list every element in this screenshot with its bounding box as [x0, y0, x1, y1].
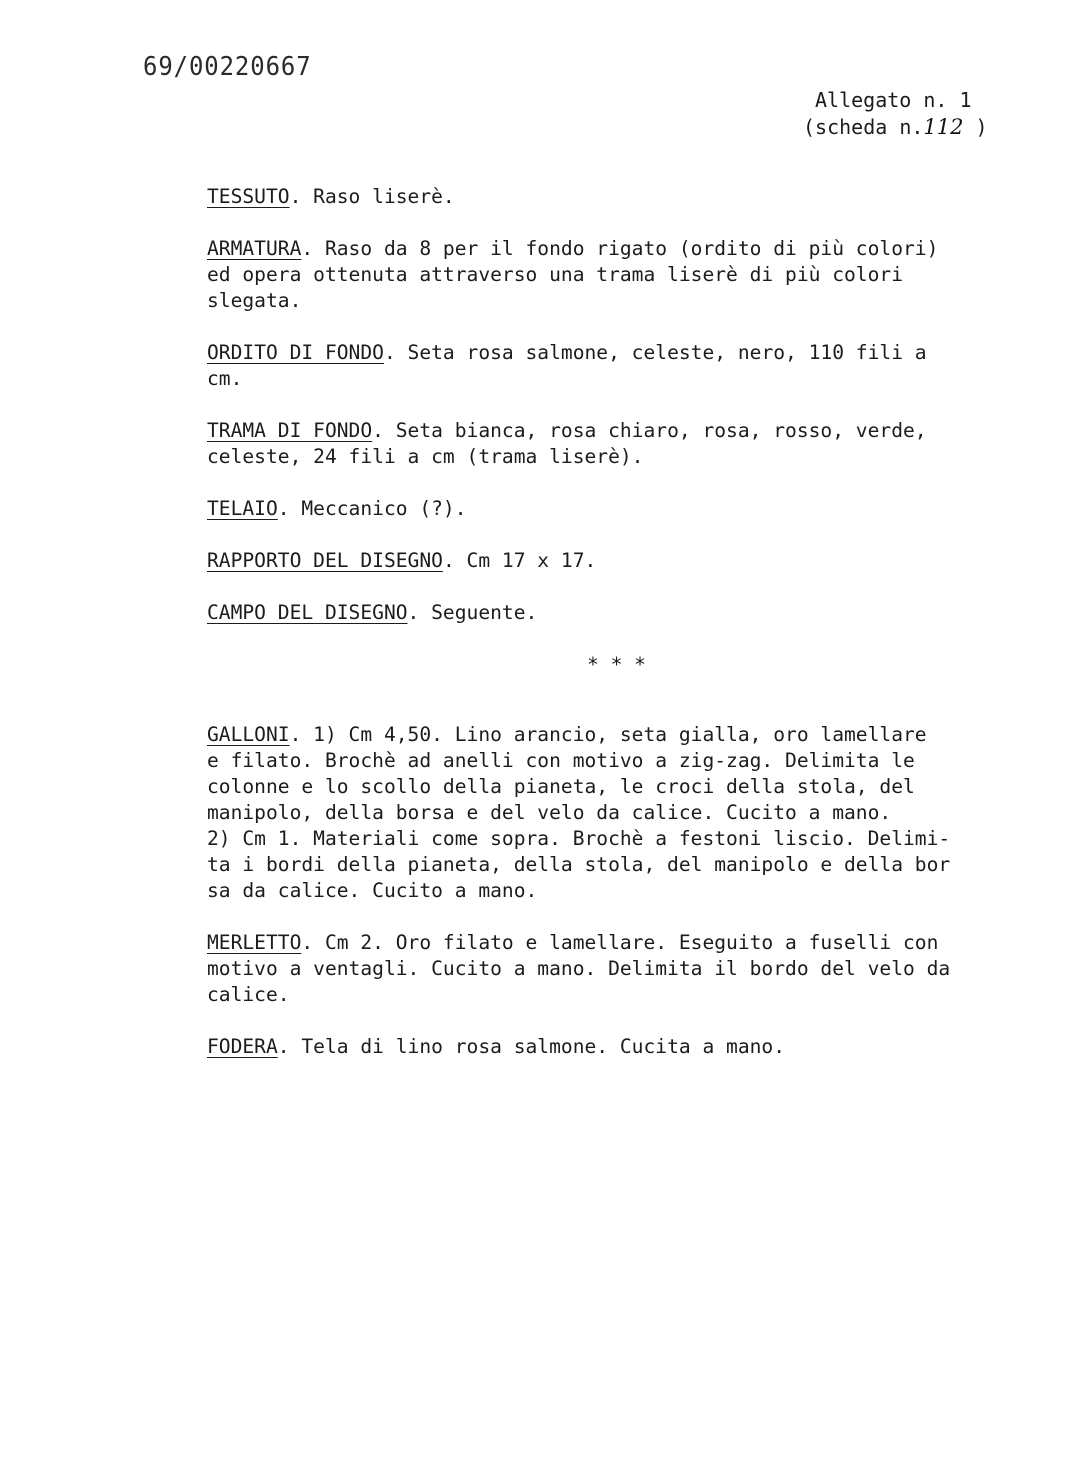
- section-separator: * * *: [587, 653, 646, 676]
- section-line: . Seta bianca, rosa chiaro, rosa, rosso, verde,: [372, 419, 927, 442]
- section-heading: TRAMA DI FONDO: [207, 419, 373, 442]
- section-armatura: [207, 236, 1007, 314]
- section-campo-del-disegno: [207, 600, 1007, 626]
- section-line: . Cm 2. Oro filato e lamellare. Eseguito a fuselli con: [301, 931, 939, 954]
- section-heading: TELAIO: [207, 497, 278, 520]
- section-line: . Raso da 8 per il fondo rigato (ordito di più colori): [301, 237, 939, 260]
- section-line: 2) Cm 1. Materiali come sopra. Brochè a festoni liscio. Delimi-: [207, 827, 951, 850]
- section-line: e filato. Brochè ad anelli con motivo a zig-zag. Delimita le: [207, 749, 915, 772]
- section-heading: CAMPO DEL DISEGNO: [207, 601, 408, 624]
- scheda-reference: [803, 114, 988, 141]
- section-rapporto-del-disegno: [207, 548, 1007, 574]
- section-heading: ARMATURA: [207, 237, 302, 260]
- section-line: calice.: [207, 983, 290, 1006]
- section-heading: RAPPORTO DEL DISEGNO: [207, 549, 443, 572]
- section-line: . Meccanico (?).: [277, 497, 467, 520]
- scheda-suffix: ): [963, 115, 988, 139]
- section-heading: MERLETTO: [207, 931, 302, 954]
- document-number: 69/00220667: [143, 52, 312, 82]
- separator-gap: [207, 704, 1007, 722]
- section-line: . Cm 17 x 17.: [442, 549, 597, 572]
- section-line: ed opera ottenuta attraverso una trama liserè di più colori: [207, 263, 903, 286]
- section-line: . 1) Cm 4,50. Lino arancio, seta gialla, oro lamellare: [289, 723, 927, 746]
- section-fodera: [207, 1034, 1007, 1060]
- section-trama-di-fondo: [207, 418, 1007, 470]
- section-line: sa da calice. Cucito a mano.: [207, 879, 538, 902]
- section-ordito-di-fondo: [207, 340, 1007, 392]
- section-tessuto: [207, 184, 1007, 210]
- section-galloni: [207, 722, 1007, 904]
- section-line: ta i bordi della pianeta, della stola, del manipolo e della bor: [207, 853, 951, 876]
- allegato-label: Allegato n. 1: [815, 88, 972, 112]
- section-heading: GALLONI: [207, 723, 290, 746]
- section-line: . Raso liserè.: [289, 185, 455, 208]
- section-line: motivo a ventagli. Cucito a mano. Delimita il bordo del velo da: [207, 957, 951, 980]
- section-line: cm.: [207, 367, 243, 390]
- section-line: . Seguente.: [407, 601, 538, 624]
- section-heading: FODERA: [207, 1035, 278, 1058]
- section-line: slegata.: [207, 289, 302, 312]
- scheda-number: 112: [923, 115, 964, 139]
- section-line: celeste, 24 fili a cm (trama liserè).: [207, 445, 644, 468]
- section-line: . Tela di lino rosa salmone. Cucita a mano.: [277, 1035, 786, 1058]
- section-telaio: [207, 496, 1007, 522]
- section-heading: TESSUTO: [207, 185, 290, 208]
- section-line: . Seta rosa salmone, celeste, nero, 110 fili a: [383, 341, 927, 364]
- section-merletto: [207, 930, 1007, 1008]
- attachment-header: [803, 87, 988, 141]
- section-heading: ORDITO DI FONDO: [207, 341, 384, 364]
- document-body: [207, 184, 1007, 1086]
- scheda-prefix: (scheda n.: [803, 115, 924, 139]
- section-line: colonne e lo scollo della pianeta, le croci della stola, del: [207, 775, 915, 798]
- section-line: manipolo, della borsa e del velo da calice. Cucito a mano.: [207, 801, 892, 824]
